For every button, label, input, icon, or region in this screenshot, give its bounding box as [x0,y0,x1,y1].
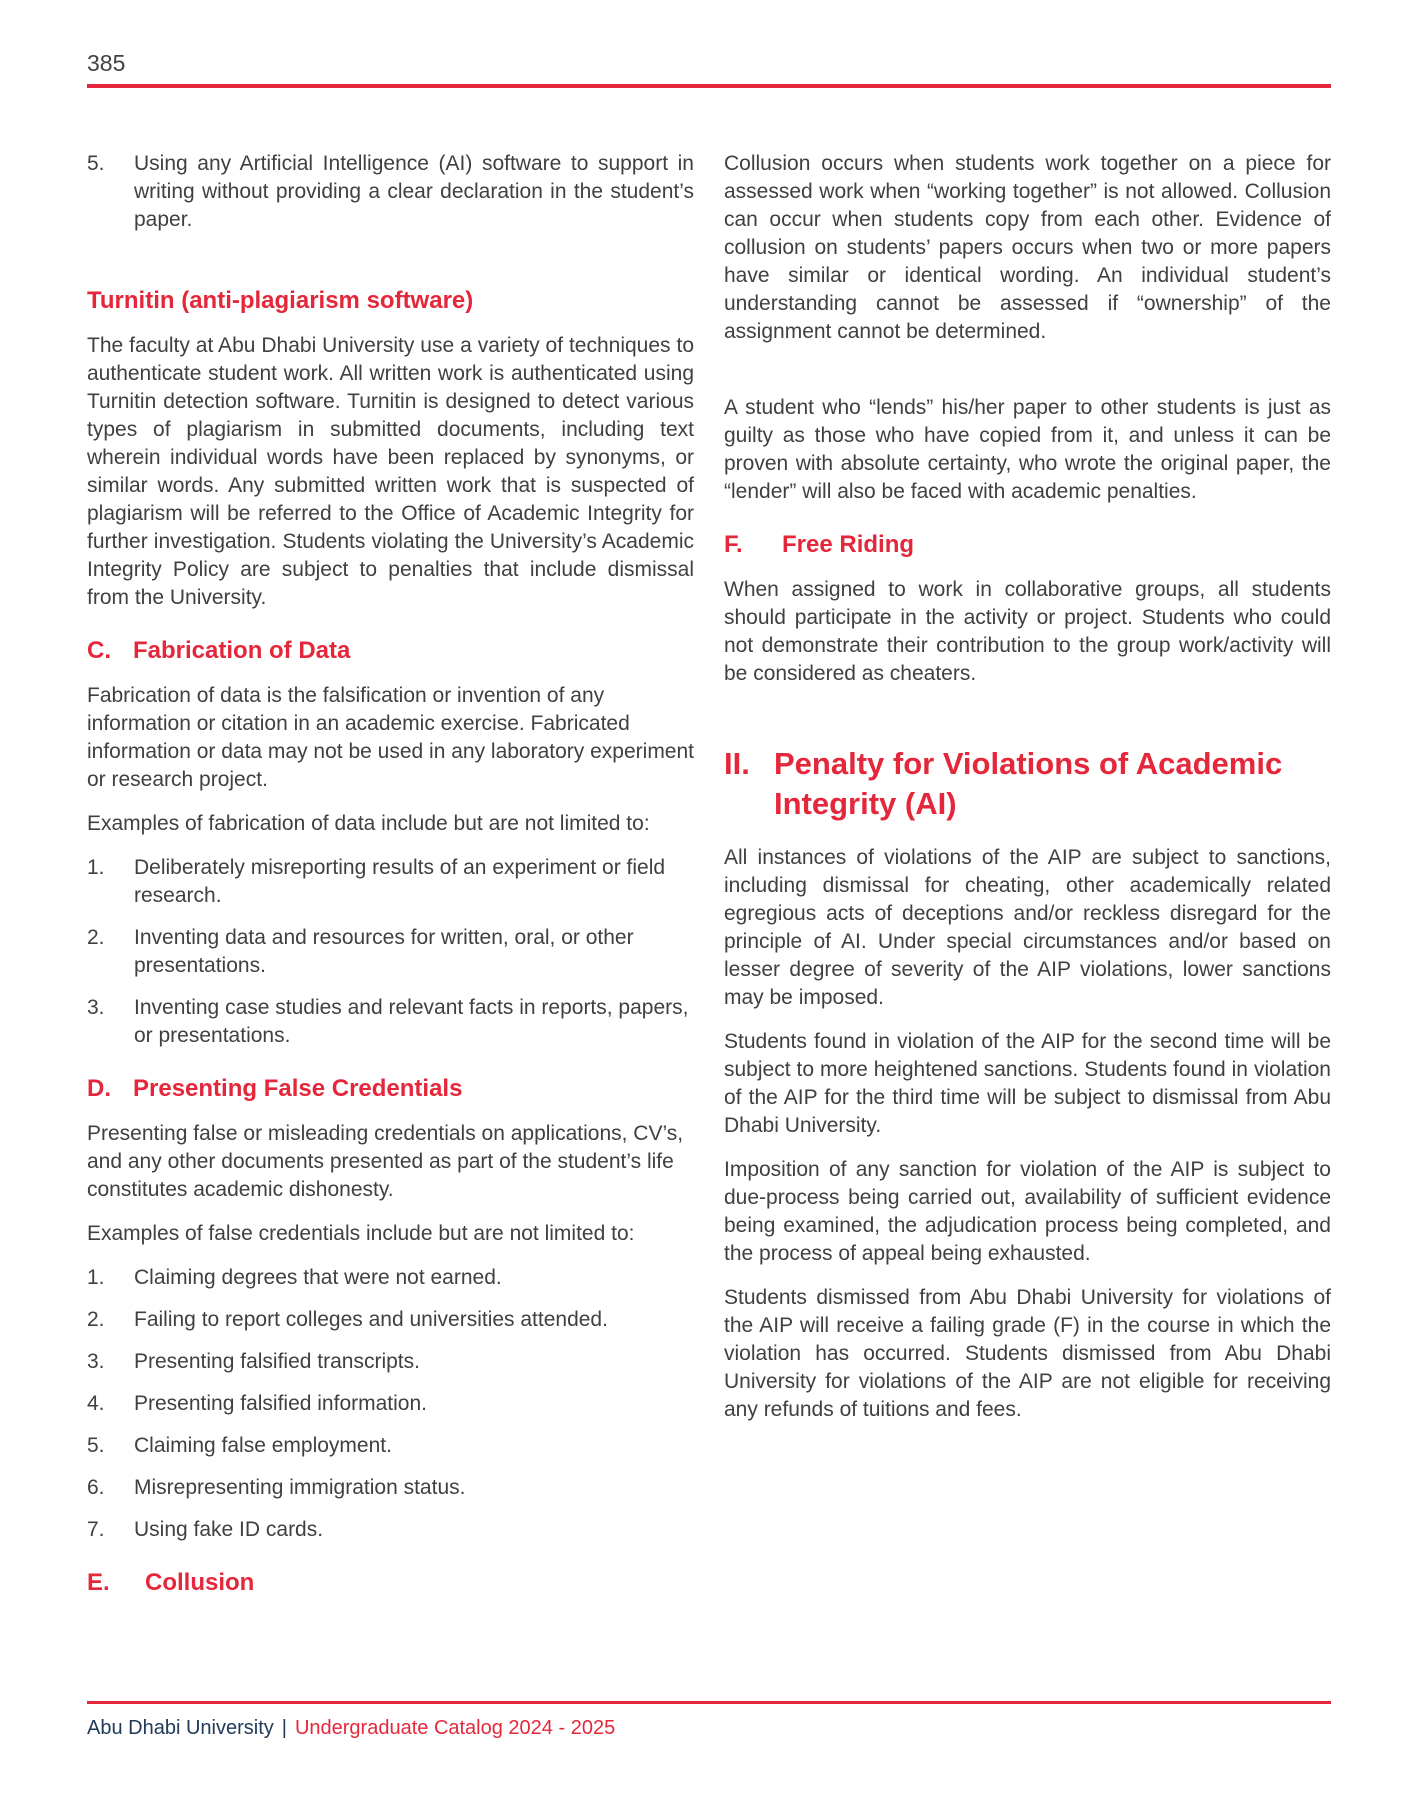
list-item [87,1390,694,1418]
footer-separator: | [281,1717,287,1739]
list-item-text: Inventing case studies and relevant facts in reports, papers, or presentations. [134,996,689,1047]
page-number: 385 [87,50,126,76]
list-item [87,1306,694,1334]
section-d-heading [87,1074,694,1104]
list-item-5 [87,150,694,234]
right-column [724,150,1331,1614]
list-item-marker: 4. [87,1392,105,1415]
list-item-marker: 5. [87,1434,105,1457]
section-e-letter: E. [87,1569,110,1596]
list-item-marker: 1. [87,856,105,879]
list-item [87,924,694,980]
list-item-text: Claiming false employment. [134,1434,392,1457]
list-item [87,1474,694,1502]
list-item [87,1348,694,1376]
section-d-letter: D. [87,1075,111,1102]
section-f-letter: F. [724,531,743,558]
section-ii-heading [724,744,1331,824]
section-c-heading [87,636,694,666]
section-c-title: Fabrication of Data [133,637,351,664]
section-d-title: Presenting False Credentials [133,1075,463,1102]
list-item-marker: 3. [87,1350,105,1373]
section-e-heading [87,1568,694,1598]
turnitin-heading-text: Turnitin (anti-plagiarism software) [87,287,474,314]
penalty-paragraph-1: All instances of violations of the AIP are subject to sanctions, including dismissal for cheating, other academically related egregious acts of deceptions and/or reckless disregard for the principle of AI. Under special circumstances and/or based on lesser degree of severity of the AIP violations, lower sanctions may be imposed. [724,846,1331,1009]
section-d-paragraph: Presenting false or misleading credentials on applications, CV’s, and any other documents presented as part of the student’s life constitutes academic dishonesty. [87,1122,684,1201]
section-f-paragraph: When assigned to work in collaborative groups, all students should participate in the activity or project. Students who could not demonstrate their contribution to the group work/activity will be considered as cheaters. [724,578,1331,685]
list-item-text: Failing to report colleges and universities attended. [134,1308,608,1331]
collusion-paragraph-1: Collusion occurs when students work together on a piece for assessed work when “working together” is not allowed. Collusion can occur when students copy from each other. Evidence of collusion on students’ papers occurs when two or more papers have similar or identical wording. An individual student’s understanding cannot be assessed if “ownership” of the assignment cannot be determined. [724,152,1331,343]
left-column [87,150,694,1614]
section-ii-title: Penalty for Violations of Academic Integrity (AI) [774,746,1283,821]
list-item-text: Using fake ID cards. [134,1518,324,1541]
list-item [87,1264,694,1292]
penalty-paragraph-3: Imposition of any sanction for violation of the AIP is subject to due-process being carried out, availability of sufficient evidence being examined, the adjudication process being completed, and the process of appeal being exhausted. [724,1158,1331,1265]
section-c-paragraph: Fabrication of data is the falsification or invention of any information or citation in an academic exercise. Fabricated information or data may not be used in any laboratory experiment or research project. [87,684,695,791]
section-f-heading [724,530,1331,560]
list-item-text: Presenting falsified transcripts. [134,1350,420,1373]
list-item-marker: 2. [87,1308,105,1331]
list-item [87,994,694,1050]
list-item-text: Presenting falsified information. [134,1392,427,1415]
section-c-examples-intro: Examples of fabrication of data include but are not limited to: [87,812,650,835]
page-header [87,50,1331,88]
footer-catalog-title: Undergraduate Catalog 2024 - 2025 [294,1717,616,1739]
section-c-letter: C. [87,637,111,664]
two-column-body [87,150,1331,1614]
turnitin-heading [87,286,694,316]
list-item-5-marker: 5. [87,152,105,175]
list-item-marker: 2. [87,926,105,949]
list-item [87,854,694,910]
list-item [87,1432,694,1460]
collusion-paragraph-2: A student who “lends” his/her paper to other students is just as guilty as those who have copied from it, and unless it can be proven with absolute certainty, who wrote the original paper, the “lender” will also be faced with academic penalties. [724,396,1331,503]
list-item-marker: 6. [87,1476,105,1499]
penalty-paragraph-4: Students dismissed from Abu Dhabi University for violations of the AIP will receive a failing grade (F) in the course in which the violation has occurred. Students dismissed from Abu Dhabi University for violations of the AIP are not eligible for receiving any refunds of tuitions and fees. [724,1286,1331,1421]
list-item-text: Deliberately misreporting results of an experiment or field research. [134,856,666,907]
footer-institution: Abu Dhabi University [87,1717,274,1739]
turnitin-paragraph: The faculty at Abu Dhabi University use a variety of techniques to authenticate student work. All written work is authenticated using Turnitin detection software. Turnitin is designed to detect various types of plagiarism in submitted documents, including text wherein individual words have been replaced by synonyms, or similar words. Any submitted written work that is suspected of plagiarism will be referred to the Office of Academic Integrity for further investigation. Students violating the University’s Academic Integrity Policy are subject to penalties that include dismissal from the University. [87,334,694,609]
list-item-marker: 7. [87,1518,105,1541]
list-item-text: Misrepresenting immigration status. [134,1476,466,1499]
list-item-marker: 3. [87,996,105,1019]
section-f-title: Free Riding [782,531,915,558]
section-ii-numeral: II. [724,746,750,781]
list-item-marker: 1. [87,1266,105,1289]
list-item [87,1516,694,1544]
penalty-paragraph-2: Students found in violation of the AIP for the second time will be subject to more heightened sanctions. Students found in violation of the AIP for the third time will be subject to dismissal from Abu Dhabi University. [724,1030,1331,1137]
section-e-title: Collusion [145,1569,255,1596]
list-item-5-text: Using any Artificial Intelligence (AI) software to support in writing without providing a clear declaration in the student’s paper. [134,152,694,231]
section-d-examples-intro: Examples of false credentials include but are not limited to: [87,1222,635,1245]
list-item-text: Claiming degrees that were not earned. [134,1266,502,1289]
list-item-text: Inventing data and resources for written, oral, or other presentations. [134,926,634,977]
page-footer [87,1701,1331,1740]
